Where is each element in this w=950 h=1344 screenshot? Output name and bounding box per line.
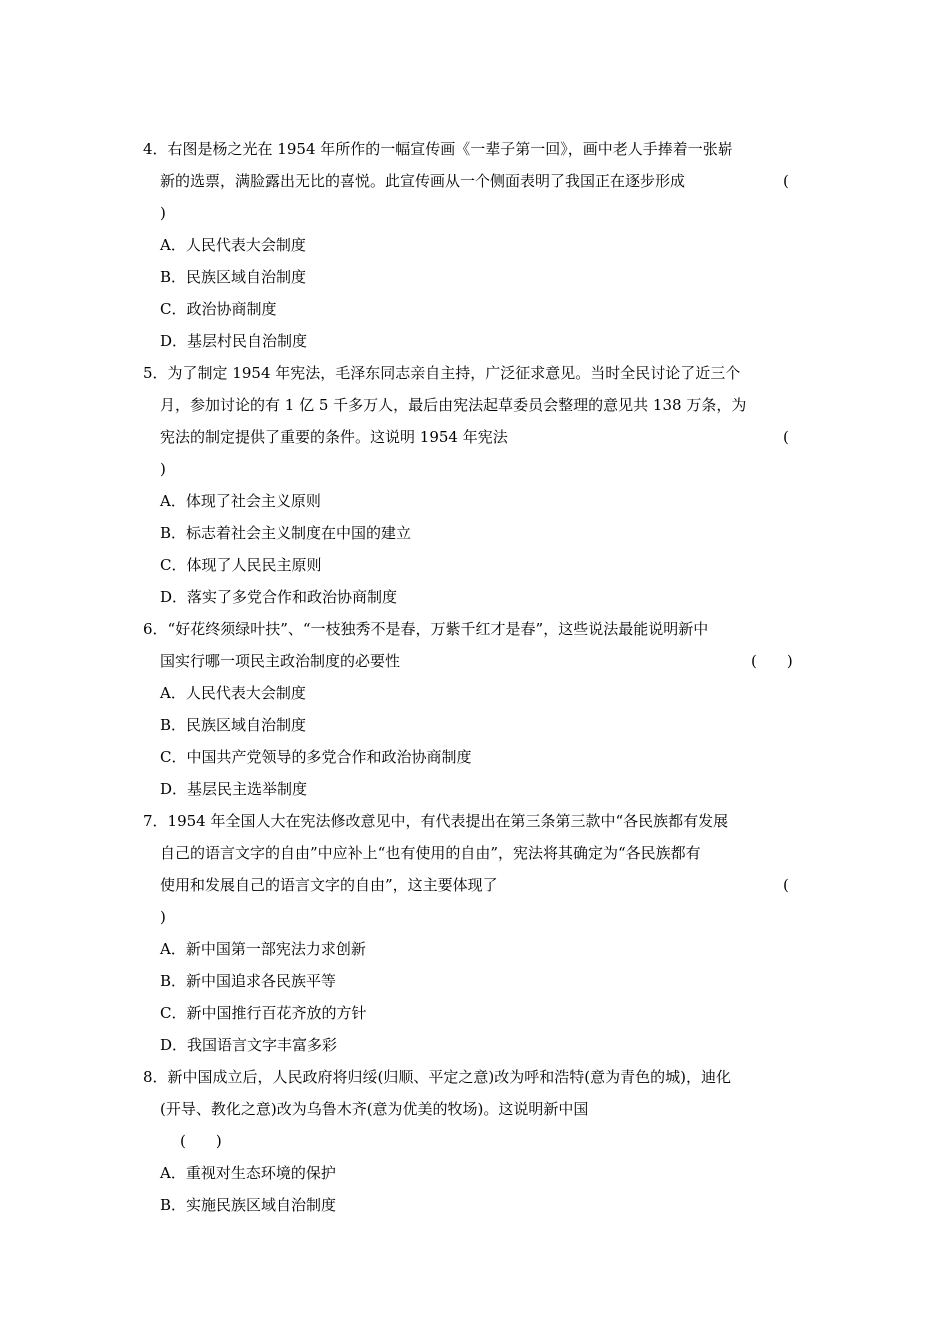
question-6-line-2: 国实行哪一项民主政治制度的必要性 — [160, 652, 401, 670]
question-4-answer-paren-open: ( — [783, 172, 789, 190]
question-4-option-c: C．政治协商制度 — [160, 300, 277, 318]
question-6-line-1: 6．“好花终须绿叶扶”、“一枝独秀不是春，万紫千红才是春”，这些说法最能说明新中 — [143, 620, 709, 638]
question-6-option-c: C．中国共产党领导的多党合作和政治协商制度 — [160, 748, 472, 766]
question-8-line-1: 8．新中国成立后，人民政府将归绥(归顺、平定之意)改为呼和浩特(意为青色的城)，迪化 — [143, 1068, 731, 1086]
question-5-option-d: D．落实了多党合作和政治协商制度 — [160, 588, 398, 606]
question-6-option-a: A．人民代表大会制度 — [160, 684, 306, 702]
question-4-line-1: 4．右图是杨之光在 1954 年所作的一幅宣传画《一辈子第一回》，画中老人手捧着一张崭 — [143, 140, 733, 158]
question-4-option-d: D．基层村民自治制度 — [160, 332, 308, 350]
question-7-option-d: D．我国语言文字丰富多彩 — [160, 1036, 338, 1054]
question-4-option-b: B．民族区域自治制度 — [160, 268, 307, 286]
question-8-option-a: A．重视对生态环境的保护 — [160, 1164, 336, 1182]
question-8-line-2: (开导、教化之意)改为乌鲁木齐(意为优美的牧场)。这说明新中国 — [160, 1100, 589, 1118]
question-7-option-b: B．新中国追求各民族平等 — [160, 972, 337, 990]
question-8-option-b: B．实施民族区域自治制度 — [160, 1196, 337, 1214]
question-4-line-2: 新的选票，满脸露出无比的喜悦。此宣传画从一个侧面表明了我国正在逐步形成 — [160, 172, 686, 190]
question-5-option-b: B．标志着社会主义制度在中国的建立 — [160, 524, 412, 542]
question-5-option-a: A．体现了社会主义原则 — [160, 492, 321, 510]
question-5-answer-paren-close: ) — [160, 460, 166, 478]
question-7-option-a: A．新中国第一部宪法力求创新 — [160, 940, 366, 958]
question-4-answer-paren-close: ) — [160, 204, 166, 222]
question-5-line-2: 月，参加讨论的有 1 亿 5 千多万人，最后由宪法起草委员会整理的意见共 138 万条，为 — [160, 396, 747, 414]
question-7-answer-paren-close: ) — [160, 908, 166, 926]
question-6-option-d: D．基层民主选举制度 — [160, 780, 308, 798]
question-7-option-c: C．新中国推行百花齐放的方针 — [160, 1004, 367, 1022]
question-5-line-3: 宪法的制定提供了重要的条件。这说明 1954 年宪法 — [160, 428, 508, 446]
question-7-answer-paren-open: ( — [783, 876, 789, 894]
question-7-line-3: 使用和发展自己的语言文字的自由”，这主要体现了 — [160, 876, 498, 894]
question-5-answer-paren-open: ( — [783, 428, 789, 446]
question-4-option-a: A．人民代表大会制度 — [160, 236, 306, 254]
question-6-option-b: B．民族区域自治制度 — [160, 716, 307, 734]
question-7-line-2: 自己的语言文字的自由”中应补上“也有使用的自由”，宪法将其确定为“各民族都有 — [160, 844, 701, 862]
question-5-option-c: C．体现了人民民主原则 — [160, 556, 322, 574]
question-8-answer-paren: ( ) — [180, 1132, 222, 1150]
question-5-line-1: 5．为了制定 1954 年宪法，毛泽东同志亲自主持，广泛征求意见。当时全民讨论了近三个 — [143, 364, 741, 382]
question-6-answer-paren: ( ) — [751, 652, 793, 670]
question-7-line-1: 7．1954 年全国人大在宪法修改意见中，有代表提出在第三条第三款中“各民族都有发展 — [143, 812, 729, 830]
